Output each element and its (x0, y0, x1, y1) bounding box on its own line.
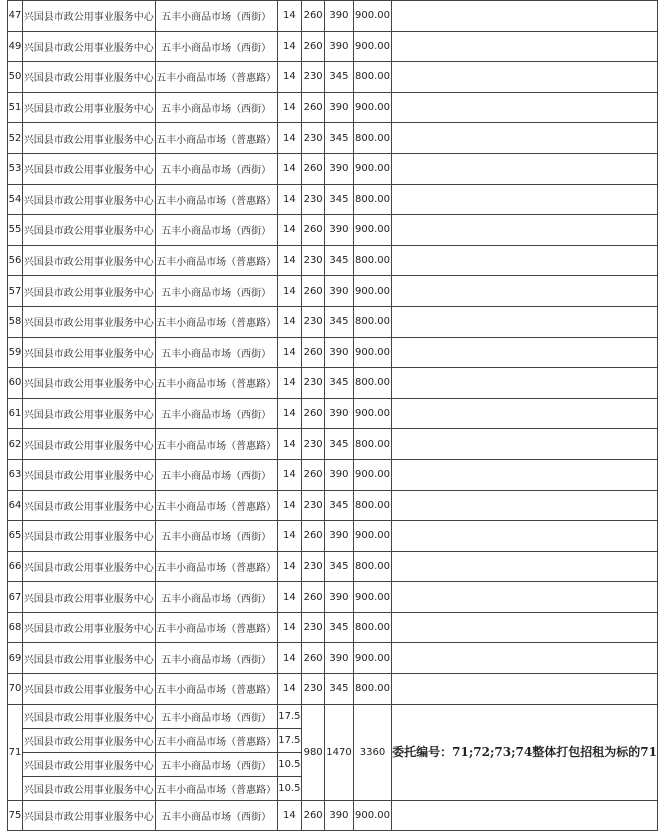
row-number: 58 (8, 306, 23, 337)
area-cell: 14 (277, 245, 302, 276)
remark-cell (392, 31, 658, 62)
value-cell: 390 (325, 800, 354, 831)
location-cell: 五丰小商品市场（西街） (155, 643, 277, 674)
value-cell: 230 (302, 184, 325, 215)
price-cell: 900.00 (353, 800, 391, 831)
price-cell: 900.00 (353, 31, 391, 62)
table-row (8, 62, 658, 93)
table-row (8, 245, 658, 276)
location-cell: 五丰小商品市场（西街） (155, 215, 277, 246)
location-cell: 五丰小商品市场（西街） (155, 337, 277, 368)
price-cell: 900.00 (353, 337, 391, 368)
price-cell: 900.00 (353, 582, 391, 613)
value-cell: 390 (325, 582, 354, 613)
price-cell: 900.00 (353, 398, 391, 429)
remark-cell (392, 153, 658, 184)
location-cell: 五丰小商品市场（西街） (155, 521, 277, 552)
value-cell: 345 (325, 368, 354, 399)
row-number: 67 (8, 582, 23, 613)
value-cell: 345 (325, 62, 354, 93)
area-cell: 14 (277, 368, 302, 399)
price-cell: 800.00 (353, 612, 391, 643)
row-number: 65 (8, 521, 23, 552)
lessor-cell: 兴国县市政公用事业服务中心 (23, 31, 156, 62)
value-cell: 390 (325, 215, 354, 246)
area-cell: 14 (277, 674, 302, 705)
price-cell: 900.00 (353, 153, 391, 184)
area-cell: 14 (277, 459, 302, 490)
lessor-cell: 兴国县市政公用事业服务中心 (23, 551, 156, 582)
value-cell: 345 (325, 123, 354, 154)
lessor-cell: 兴国县市政公用事业服务中心 (23, 1, 156, 32)
lessor-cell: 兴国县市政公用事业服务中心 (23, 800, 156, 831)
location-cell: 五丰小商品市场（西街） (155, 31, 277, 62)
area-cell: 14 (277, 1, 302, 32)
lessor-cell: 兴国县市政公用事业服务中心 (23, 337, 156, 368)
location-cell: 五丰小商品市场（西街） (155, 752, 277, 776)
location-cell: 五丰小商品市场（普惠路） (155, 728, 277, 752)
price-cell: 900.00 (353, 459, 391, 490)
row-number: 64 (8, 490, 23, 521)
price-cell: 800.00 (353, 490, 391, 521)
location-cell: 五丰小商品市场（普惠路） (155, 368, 277, 399)
value-cell: 230 (302, 674, 325, 705)
value-cell: 260 (302, 31, 325, 62)
value-cell: 345 (325, 429, 354, 460)
price-cell: 800.00 (353, 551, 391, 582)
area-cell: 14 (277, 62, 302, 93)
remark-cell (392, 459, 658, 490)
value-cell: 345 (325, 612, 354, 643)
row-number: 59 (8, 337, 23, 368)
location-cell: 五丰小商品市场（普惠路） (155, 306, 277, 337)
table-row (8, 551, 658, 582)
location-cell: 五丰小商品市场（西街） (155, 582, 277, 613)
remark-cell (392, 62, 658, 93)
value-cell: 260 (302, 582, 325, 613)
row-number: 47 (8, 1, 23, 32)
table-row (8, 521, 658, 552)
location-cell: 五丰小商品市场（普惠路） (155, 612, 277, 643)
value-cell: 390 (325, 521, 354, 552)
value-cell: 230 (302, 245, 325, 276)
table-row (8, 612, 658, 643)
value-cell: 390 (325, 398, 354, 429)
area-cell: 14 (277, 215, 302, 246)
lessor-cell: 兴国县市政公用事业服务中心 (23, 490, 156, 521)
value-cell: 390 (325, 643, 354, 674)
area-cell: 14 (277, 800, 302, 831)
value-cell: 230 (302, 490, 325, 521)
area-cell: 14 (277, 643, 302, 674)
remark-cell (392, 551, 658, 582)
price-cell: 900.00 (353, 643, 391, 674)
area-cell: 14 (277, 92, 302, 123)
area-cell: 14 (277, 123, 302, 154)
remark-cell (392, 92, 658, 123)
lessor-cell: 兴国县市政公用事业服务中心 (23, 582, 156, 613)
lessor-cell: 兴国县市政公用事业服务中心 (23, 398, 156, 429)
location-cell: 五丰小商品市场（西街） (155, 153, 277, 184)
row-number: 57 (8, 276, 23, 307)
remark-cell (392, 800, 658, 831)
lessor-cell: 兴国县市政公用事业服务中心 (23, 521, 156, 552)
remark-cell (392, 1, 658, 32)
remark-cell (392, 184, 658, 215)
area-cell: 14 (277, 521, 302, 552)
table-row (8, 337, 658, 368)
price-cell: 800.00 (353, 245, 391, 276)
location-cell: 五丰小商品市场（普惠路） (155, 429, 277, 460)
row-number: 68 (8, 612, 23, 643)
area-cell: 14 (277, 429, 302, 460)
table-row (8, 429, 658, 460)
value-cell: 230 (302, 123, 325, 154)
location-cell: 五丰小商品市场（普惠路） (155, 245, 277, 276)
location-cell: 五丰小商品市场（普惠路） (155, 490, 277, 521)
value-cell: 390 (325, 337, 354, 368)
row-number: 61 (8, 398, 23, 429)
location-cell: 五丰小商品市场（西街） (155, 276, 277, 307)
value-cell: 230 (302, 429, 325, 460)
table-row (8, 215, 658, 246)
value-cell: 390 (325, 459, 354, 490)
location-cell: 五丰小商品市场（西街） (155, 398, 277, 429)
area-cell: 14 (277, 398, 302, 429)
remark-cell (392, 643, 658, 674)
row-number: 71 (8, 704, 23, 800)
price-cell: 800.00 (353, 674, 391, 705)
row-number: 63 (8, 459, 23, 490)
remark-cell (392, 582, 658, 613)
location-cell: 五丰小商品市场（西街） (155, 800, 277, 831)
lease-table (7, 0, 658, 831)
remark-cell (392, 674, 658, 705)
remark-cell (392, 429, 658, 460)
lessor-cell: 兴国县市政公用事业服务中心 (23, 153, 156, 184)
value-cell: 345 (325, 551, 354, 582)
location-cell: 五丰小商品市场（普惠路） (155, 62, 277, 93)
remark-cell (392, 612, 658, 643)
value-cell: 260 (302, 643, 325, 674)
value-cell: 345 (325, 184, 354, 215)
location-cell: 五丰小商品市场（普惠路） (155, 776, 277, 800)
location-cell: 五丰小商品市场（西街） (155, 704, 277, 728)
area-cell: 14 (277, 490, 302, 521)
lessor-cell: 兴国县市政公用事业服务中心 (23, 62, 156, 93)
lessor-cell: 兴国县市政公用事业服务中心 (23, 612, 156, 643)
row-number: 54 (8, 184, 23, 215)
area-cell: 17.5 (277, 728, 302, 752)
lessor-cell: 兴国县市政公用事业服务中心 (23, 776, 156, 800)
row-number: 60 (8, 368, 23, 399)
area-cell: 14 (277, 582, 302, 613)
row-number: 49 (8, 31, 23, 62)
price-cell: 800.00 (353, 123, 391, 154)
table-row (8, 643, 658, 674)
remark-cell (392, 337, 658, 368)
table-row (8, 368, 658, 399)
location-cell: 五丰小商品市场（西街） (155, 459, 277, 490)
value-cell: 260 (302, 215, 325, 246)
price-cell: 800.00 (353, 62, 391, 93)
value-cell: 345 (325, 674, 354, 705)
table-row (8, 1, 658, 32)
area-cell: 14 (277, 337, 302, 368)
area-cell: 14 (277, 612, 302, 643)
lessor-cell: 兴国县市政公用事业服务中心 (23, 752, 156, 776)
lessor-cell: 兴国县市政公用事业服务中心 (23, 674, 156, 705)
price-cell: 900.00 (353, 215, 391, 246)
lessor-cell: 兴国县市政公用事业服务中心 (23, 184, 156, 215)
lessor-cell: 兴国县市政公用事业服务中心 (23, 728, 156, 752)
area-cell: 17.5 (277, 704, 302, 728)
table-row (8, 674, 658, 705)
row-number: 50 (8, 62, 23, 93)
row-number: 52 (8, 123, 23, 154)
lessor-cell: 兴国县市政公用事业服务中心 (23, 704, 156, 728)
location-cell: 五丰小商品市场（普惠路） (155, 184, 277, 215)
table-row (8, 123, 658, 154)
value-cell: 390 (325, 31, 354, 62)
location-cell: 五丰小商品市场（西街） (155, 1, 277, 32)
price-cell: 900.00 (353, 92, 391, 123)
table-row (8, 398, 658, 429)
table-row (8, 92, 658, 123)
remark-cell (392, 398, 658, 429)
row-number: 56 (8, 245, 23, 276)
lessor-cell: 兴国县市政公用事业服务中心 (23, 643, 156, 674)
lessor-cell: 兴国县市政公用事业服务中心 (23, 123, 156, 154)
lessor-cell: 兴国县市政公用事业服务中心 (23, 459, 156, 490)
row-number: 70 (8, 674, 23, 705)
table-row (8, 582, 658, 613)
value-cell: 260 (302, 800, 325, 831)
location-cell: 五丰小商品市场（普惠路） (155, 674, 277, 705)
price-cell: 800.00 (353, 306, 391, 337)
remark-cell (392, 521, 658, 552)
remark-cell (392, 123, 658, 154)
value-cell: 1470 (325, 704, 354, 800)
area-cell: 10.5 (277, 752, 302, 776)
value-cell: 260 (302, 521, 325, 552)
value-cell: 260 (302, 153, 325, 184)
price-cell: 900.00 (353, 276, 391, 307)
value-cell: 260 (302, 1, 325, 32)
location-cell: 五丰小商品市场（普惠路） (155, 123, 277, 154)
table-row (8, 490, 658, 521)
remark-cell (392, 276, 658, 307)
value-cell: 260 (302, 92, 325, 123)
lessor-cell: 兴国县市政公用事业服务中心 (23, 276, 156, 307)
value-cell: 260 (302, 398, 325, 429)
area-cell: 14 (277, 153, 302, 184)
area-cell: 14 (277, 306, 302, 337)
value-cell: 260 (302, 459, 325, 490)
row-number: 55 (8, 215, 23, 246)
area-cell: 14 (277, 184, 302, 215)
value-cell: 390 (325, 276, 354, 307)
lessor-cell: 兴国县市政公用事业服务中心 (23, 429, 156, 460)
area-cell: 14 (277, 276, 302, 307)
value-cell: 345 (325, 490, 354, 521)
price-cell: 800.00 (353, 368, 391, 399)
lessor-cell: 兴国县市政公用事业服务中心 (23, 368, 156, 399)
value-cell: 345 (325, 245, 354, 276)
lessor-cell: 兴国县市政公用事业服务中心 (23, 306, 156, 337)
value-cell: 390 (325, 1, 354, 32)
table-row (8, 800, 658, 831)
lessor-cell: 兴国县市政公用事业服务中心 (23, 215, 156, 246)
lessor-cell: 兴国县市政公用事业服务中心 (23, 92, 156, 123)
location-cell: 五丰小商品市场（普惠路） (155, 551, 277, 582)
price-cell: 800.00 (353, 184, 391, 215)
row-number: 75 (8, 800, 23, 831)
value-cell: 230 (302, 368, 325, 399)
price-cell: 900.00 (353, 1, 391, 32)
row-number: 66 (8, 551, 23, 582)
row-number: 53 (8, 153, 23, 184)
lessor-cell: 兴国县市政公用事业服务中心 (23, 245, 156, 276)
location-cell: 五丰小商品市场（西街） (155, 92, 277, 123)
table-row (8, 704, 658, 728)
table-row (8, 306, 658, 337)
value-cell: 230 (302, 62, 325, 93)
remark-cell (392, 368, 658, 399)
price-cell: 900.00 (353, 521, 391, 552)
value-cell: 390 (325, 153, 354, 184)
row-number: 69 (8, 643, 23, 674)
remark-cell (392, 245, 658, 276)
price-cell: 3360 (353, 704, 391, 800)
area-cell: 14 (277, 31, 302, 62)
value-cell: 230 (302, 551, 325, 582)
table-row (8, 276, 658, 307)
row-number: 51 (8, 92, 23, 123)
area-cell: 10.5 (277, 776, 302, 800)
remark-cell (392, 306, 658, 337)
remark-cell (392, 215, 658, 246)
value-cell: 260 (302, 337, 325, 368)
remark-cell (392, 490, 658, 521)
value-cell: 260 (302, 276, 325, 307)
price-cell: 800.00 (353, 429, 391, 460)
value-cell: 390 (325, 92, 354, 123)
table-row (8, 459, 658, 490)
remark-note: 委托编号：71;72;73;74整体打包招租为标的71 (392, 704, 658, 800)
table-row (8, 184, 658, 215)
value-cell: 345 (325, 306, 354, 337)
value-cell: 980 (302, 704, 325, 800)
area-cell: 14 (277, 551, 302, 582)
value-cell: 230 (302, 306, 325, 337)
row-number: 62 (8, 429, 23, 460)
table-row (8, 31, 658, 62)
value-cell: 230 (302, 612, 325, 643)
table-row (8, 153, 658, 184)
